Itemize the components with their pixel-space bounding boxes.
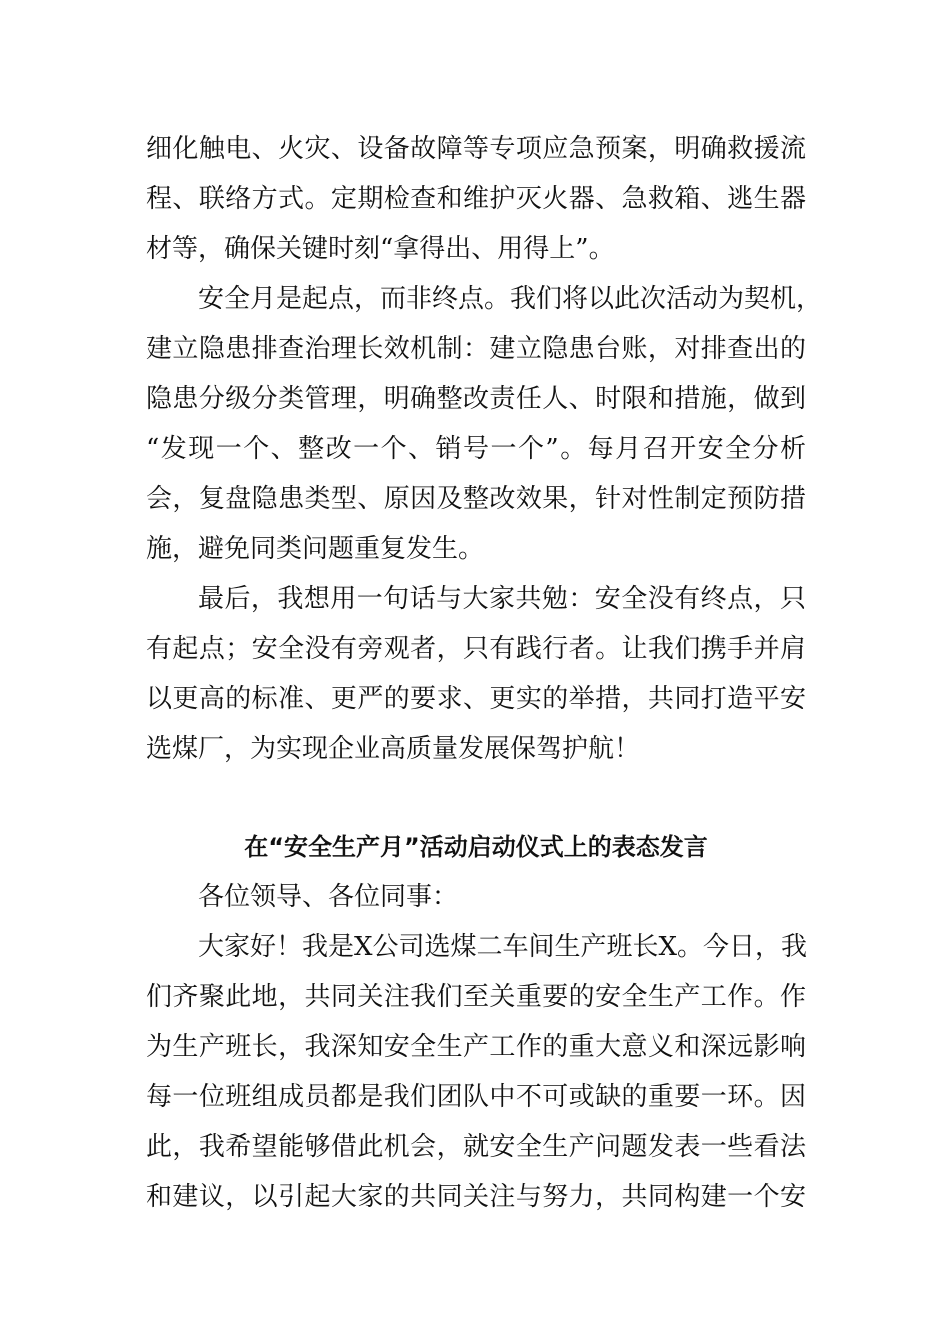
paragraph-line: 建立隐患排查治理长效机制：建立隐患台账，对排查出的 [146, 334, 806, 364]
salutation-line: 各位领导、各位同事： [198, 882, 459, 912]
paragraph-line: 程、联络方式。定期检查和维护灭火器、急救箱、逃生器 [146, 184, 806, 214]
paragraph-line: 隐患分级分类管理，明确整改责任人、时限和措施，做到 [146, 384, 806, 414]
paragraph-line: 们齐聚此地，共同关注我们至关重要的安全生产工作。作 [146, 982, 806, 1012]
paragraph-line: 大家好！我是X公司选煤二车间生产班长X。今日，我 [198, 932, 808, 962]
paragraph-line: 施，避免同类问题重复发生。 [146, 534, 485, 564]
paragraph-line: 最后，我想用一句话与大家共勉：安全没有终点，只 [198, 584, 806, 614]
paragraph-line: 以更高的标准、更严的要求、更实的举措，共同打造平安 [146, 684, 806, 714]
paragraph-line: 每一位班组成员都是我们团队中不可或缺的重要一环。因 [146, 1082, 806, 1112]
paragraph-line: “发现一个、整改一个、销号一个”。每月召开安全分析 [146, 434, 806, 464]
paragraph-line: 此，我希望能够借此机会，就安全生产问题发表一些看法 [146, 1132, 806, 1162]
paragraph-line: 有起点；安全没有旁观者，只有践行者。让我们携手并肩 [146, 634, 806, 664]
paragraph-line: 会，复盘隐患类型、原因及整改效果，针对性制定预防措 [146, 484, 806, 514]
paragraph-line: 为生产班长，我深知安全生产工作的重大意义和深远影响 [146, 1032, 806, 1062]
paragraph-line: 细化触电、火灾、设备故障等专项应急预案，明确救援流 [146, 134, 806, 164]
paragraph-line: 材等，确保关键时刻“拿得出、用得上”。 [146, 234, 615, 264]
section-title: 在“安全生产月”活动启动仪式上的表态发言 [244, 833, 708, 861]
paragraph-line: 和建议，以引起大家的共同关注与努力，共同构建一个安 [146, 1182, 806, 1212]
paragraph-line: 选煤厂，为实现企业高质量发展保驾护航！ [146, 734, 641, 764]
paragraph-line: 安全月是起点，而非终点。我们将以此次活动为契机， [198, 284, 823, 314]
